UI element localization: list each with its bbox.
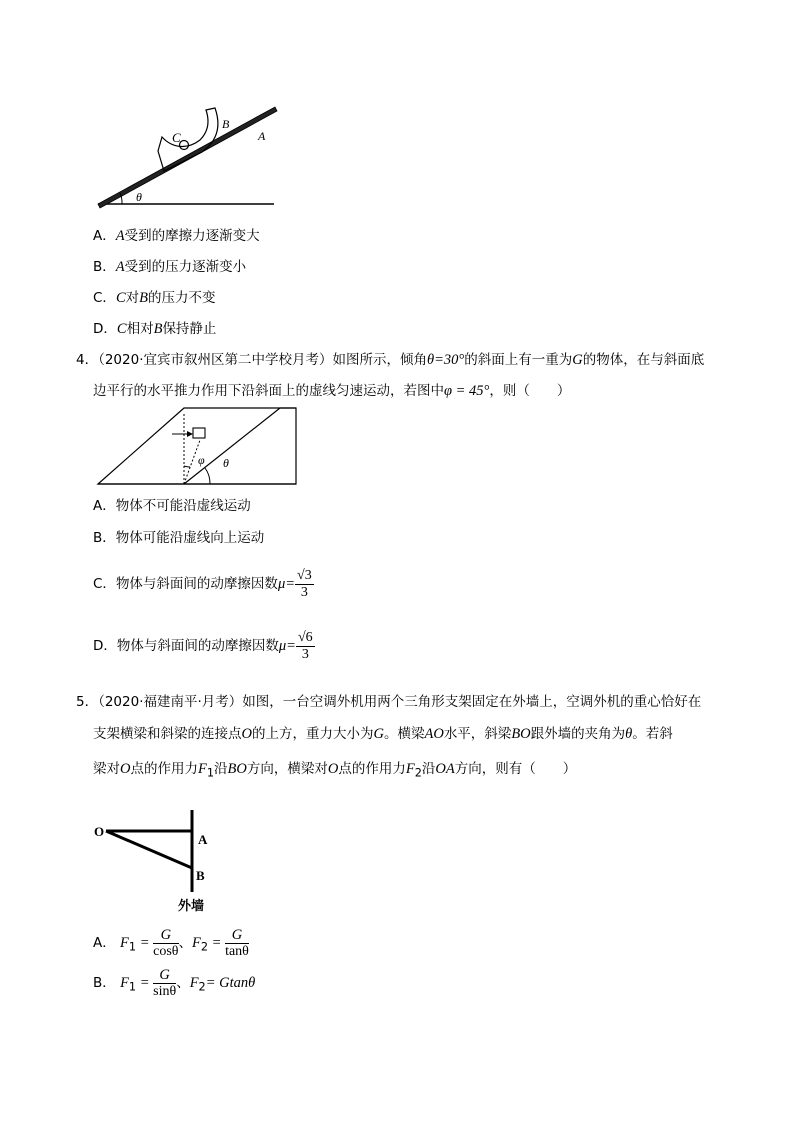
- label-c: C: [172, 130, 181, 145]
- f2-fraction: $\frac{G}{\tan\theta}$: [225, 926, 249, 959]
- q3-figure: [92, 100, 282, 212]
- q5-stem-line2: 支架横梁和斜梁的连接点O的上方，重力大小为G。横梁AO水平，斜梁BO跟外墙的夹角为θ。若斜: [93, 726, 673, 742]
- theta-arc: [205, 468, 210, 484]
- label-a: A: [258, 129, 266, 143]
- block: [193, 428, 205, 438]
- label-a: A: [198, 832, 208, 847]
- q3-option-a[interactable]: A．A受到的摩擦力逐渐变大: [93, 228, 260, 244]
- incline-ridge: [184, 408, 280, 484]
- label-phi: φ: [198, 453, 205, 467]
- mu-fraction: $\frac{√3}{3}$: [297, 567, 312, 600]
- ball-c: [180, 141, 189, 150]
- label-b: B: [222, 117, 230, 131]
- q3-option-c[interactable]: C．C对B的压力不变: [93, 290, 216, 306]
- q4-option-b[interactable]: B．物体可能沿虚线向上运动: [93, 530, 265, 546]
- label-wall: 外墙: [178, 898, 205, 913]
- q3-option-d[interactable]: D．C相对B保持静止: [93, 321, 217, 337]
- q4-option-a[interactable]: A．物体不可能沿虚线运动: [93, 498, 251, 514]
- push-arrowhead: [187, 431, 193, 437]
- half-pipe-block: [158, 108, 218, 171]
- label-o: O: [94, 824, 105, 839]
- q5-figure: [92, 806, 222, 916]
- q4-stem-line2: 边平行的水平推力作用下沿斜面上的虚线匀速运动，若图中φ = 45°，则（ ）: [93, 383, 571, 399]
- q5-option-b[interactable]: B． $F_1$ = $\frac{G}{\sin\theta}$ 、$F_2= Gtan\theta$: [93, 966, 256, 999]
- mu-fraction: $\frac{√6}{3}$: [297, 629, 313, 662]
- label-b: B: [196, 868, 205, 883]
- q4-option-d[interactable]: D．物体与斜面间的动摩擦因数μ= $\frac{√6}{3}$: [93, 629, 313, 662]
- f1-fraction: $\frac{G}{\cos\theta}$: [153, 926, 179, 959]
- q3-option-b[interactable]: B．A受到的压力逐渐变小: [93, 259, 247, 275]
- label-theta: θ: [136, 190, 142, 204]
- q5-option-a[interactable]: A． $F_1$ = $\frac{G}{\cos\theta}$ 、$F_2$ = $\frac{G}{\tan\theta}$: [93, 926, 249, 959]
- phi-arc: [184, 466, 190, 467]
- beam-bo: [106, 831, 192, 868]
- f1-fraction: $\frac{G}{\sin\theta}$: [153, 966, 177, 999]
- q5-stem-line3: 梁对O点的作用力$F_1$沿BO方向，横梁对O点的作用力$F_2$沿OA方向，则有（ ）: [93, 761, 577, 780]
- q4-figure: [92, 404, 302, 488]
- incline-plank: [98, 107, 277, 208]
- q5-stem-line1: 5．（2020·福建南平·月考）如图，一台空调外机用两个三角形支架固定在外墙上，空调外机的重心恰好在: [76, 694, 702, 710]
- q4-stem-line1: 4．（2020·宜宾市叙州区第二中学校月考）如图所示，倾角θ=30°的斜面上有一重为G的物体，在与斜面底: [76, 352, 705, 368]
- q4-option-c[interactable]: C．物体与斜面间的动摩擦因数μ= $\frac{√3}{3}$: [93, 567, 312, 600]
- label-theta: θ: [223, 456, 229, 470]
